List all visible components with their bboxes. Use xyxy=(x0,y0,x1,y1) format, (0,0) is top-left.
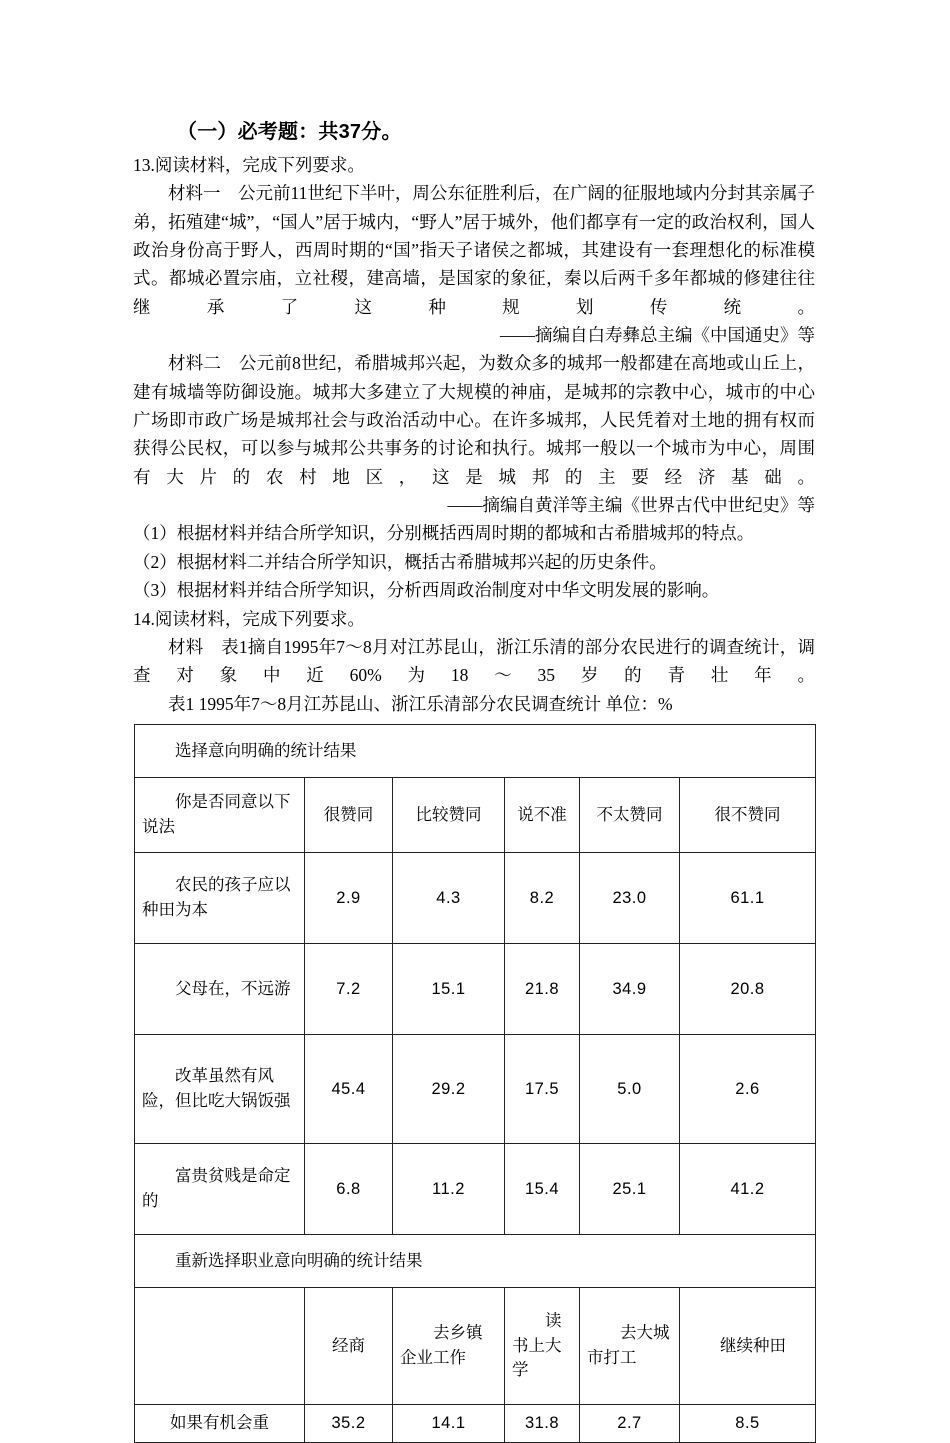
cell-value: 61.1 xyxy=(680,852,816,943)
material-2-text: 材料二 公元前8世纪，希腊城邦兴起，为数众多的城邦一般都建在高地或山丘上，建有城墙等防御设施。城邦大多建立了大规模的神庙，是城邦的宗教中心，城市的中心广场即市政广场是城邦社会与政治活动中心。在许多城邦，人民凭着对土地的拥有权而获得公民权，可以参与城邦公共事务的讨论和执行。城邦一般以一个城市为中心，周围有大片的农村地区，这是城邦的主要经济基础。 xyxy=(133,353,815,487)
row-label: 农民的孩子应以种田为本 xyxy=(135,852,305,943)
cell-value: 2.9 xyxy=(305,852,393,943)
table-header-row xyxy=(135,777,816,852)
cell-value: 4.3 xyxy=(393,852,505,943)
column-header-business: 经商 xyxy=(305,1287,393,1404)
table-row xyxy=(135,943,816,1034)
cell-value: 25.1 xyxy=(580,1143,680,1234)
cell-value: 14.1 xyxy=(393,1404,505,1442)
table-caption: 表1 1995年7～8月江苏昆山、浙江乐清部分农民调查统计 单位：% xyxy=(168,693,673,714)
column-header-unsure: 说不准 xyxy=(505,777,580,852)
cell-value: 15.4 xyxy=(505,1143,580,1234)
cell-value: 5.0 xyxy=(580,1034,680,1143)
table-row xyxy=(135,1034,816,1143)
sub-question-1: （1）根据材料并结合所学知识，分别概括西周时期的都城和古希腊城邦的特点。 xyxy=(133,523,755,544)
cell-value: 34.9 xyxy=(580,943,680,1034)
cell-value: 2.7 xyxy=(580,1404,680,1442)
band-title-occupations: 重新选择职业意向明确的统计结果 xyxy=(135,1234,816,1287)
survey-table xyxy=(134,724,816,1443)
cell-value: 17.5 xyxy=(505,1034,580,1143)
column-header-university: 读书上大学 xyxy=(505,1287,580,1404)
material-1-text: 材料一 公元前11世纪下半叶，周公东征胜利后，在广阔的征服地域内分封其亲属子弟，拓殖建“城”，“国人”居于城内，“野人”居于城外，他们都享有一定的政治权利，国人政治身份高于野人，西周时期的“国”指天子诸侯之都城，其建设有一套理想化的标准模式。都城必置宗庙，立社稷，建高墙，是国家的象征，秦以后两千多年都城的修建往往继承了这种规划传统。 xyxy=(133,183,815,317)
table-band-row xyxy=(135,724,816,777)
table-header-row xyxy=(135,1287,816,1404)
question-14-material: 材料 表1摘自1995年7～8月对江苏昆山，浙江乐清的部分农民进行的调查统计，调查对象中近60%为18～35岁的青壮年。 xyxy=(133,636,815,686)
row-label: 父母在，不远游 xyxy=(135,943,305,1034)
material-2-source: ——摘编自黄洋等主编《世界古代中世纪史》等 xyxy=(447,495,815,516)
band-title-attitudes: 选择意向明确的统计结果 xyxy=(135,724,816,777)
page-title: （一）必考题：共37分。 xyxy=(177,121,402,143)
row-label: 改革虽然有风险，但比吃大锅饭强 xyxy=(135,1034,305,1143)
column-header-strongly-disagree: 很不赞同 xyxy=(680,777,816,852)
column-header-statement: 你是否同意以下说法 xyxy=(135,777,305,852)
cell-value: 20.8 xyxy=(680,943,816,1034)
column-header-continue-farming: 继续种田 xyxy=(680,1287,816,1404)
table-band-row xyxy=(135,1234,816,1287)
row-label: 富贵贫贱是命定的 xyxy=(135,1143,305,1234)
cell-value: 35.2 xyxy=(305,1404,393,1442)
cell-value: 6.8 xyxy=(305,1143,393,1234)
cell-value: 23.0 xyxy=(580,852,680,943)
cell-value: 21.8 xyxy=(505,943,580,1034)
cell-value: 31.8 xyxy=(505,1404,580,1442)
cell-value: 8.2 xyxy=(505,852,580,943)
table-row xyxy=(135,1404,816,1442)
column-header-blank xyxy=(135,1287,305,1404)
cell-value: 29.2 xyxy=(393,1034,505,1143)
column-header-somewhat-agree: 比较赞同 xyxy=(393,777,505,852)
table-row xyxy=(135,852,816,943)
column-header-city-work: 去大城市打工 xyxy=(580,1287,680,1404)
cell-value: 7.2 xyxy=(305,943,393,1034)
cell-value: 45.4 xyxy=(305,1034,393,1143)
table-row xyxy=(135,1143,816,1234)
cell-value: 15.1 xyxy=(393,943,505,1034)
cell-value: 41.2 xyxy=(680,1143,816,1234)
cell-value: 11.2 xyxy=(393,1143,505,1234)
sub-question-3: （3）根据材料并结合所学知识，分析西周政治制度对中华文明发展的影响。 xyxy=(133,580,720,601)
question-14-prompt: 14.阅读材料，完成下列要求。 xyxy=(133,608,365,629)
row-label: 如果有机会重 xyxy=(135,1404,305,1442)
column-header-township-enterprise: 去乡镇企业工作 xyxy=(393,1287,505,1404)
column-header-somewhat-disagree: 不太赞同 xyxy=(580,777,680,852)
cell-value: 8.5 xyxy=(680,1404,816,1442)
sub-question-2: （2）根据材料二并结合所学知识，概括古希腊城邦兴起的历史条件。 xyxy=(133,551,667,572)
cell-value: 2.6 xyxy=(680,1034,816,1143)
question-13-prompt: 13.阅读材料，完成下列要求。 xyxy=(133,155,365,175)
material-1-source: ——摘编自白寿彝总主编《中国通史》等 xyxy=(500,325,815,346)
column-header-strongly-agree: 很赞同 xyxy=(305,777,393,852)
